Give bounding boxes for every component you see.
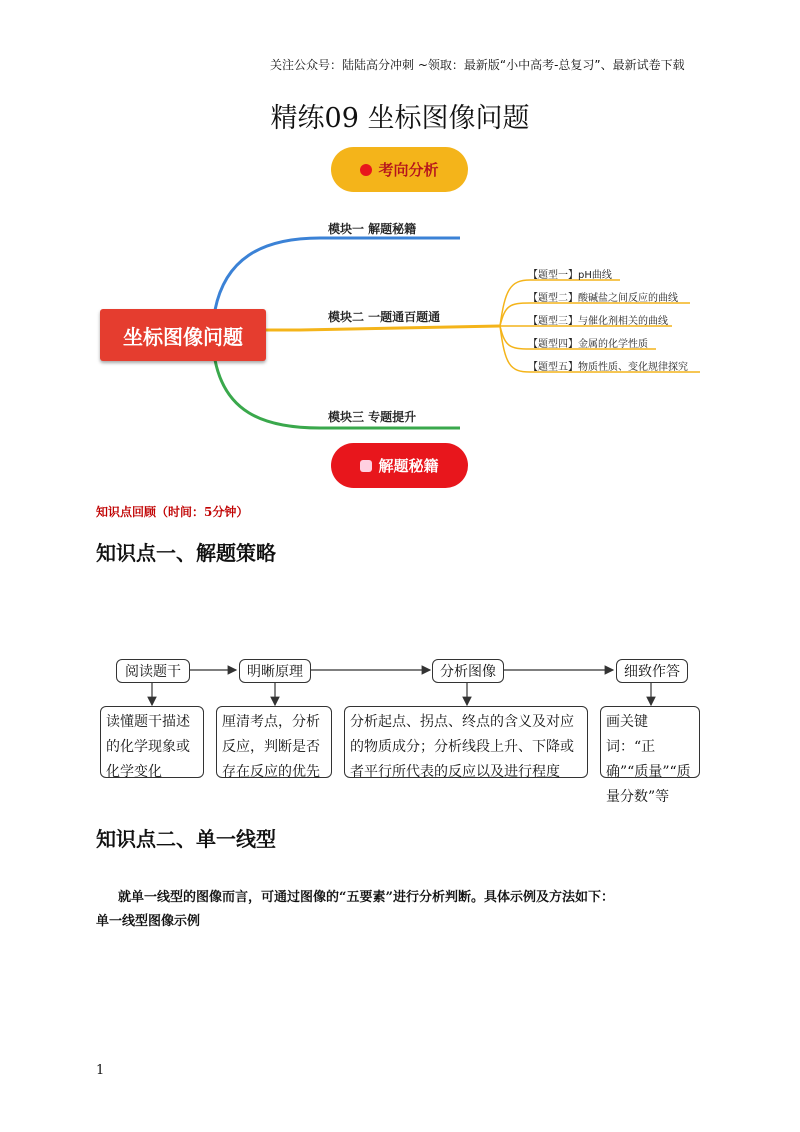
flow-detail-1: 读懂题干描述的化学现象或化学变化 <box>100 706 204 778</box>
book-icon <box>360 460 372 472</box>
flow-detail-4: 画关键词：“正确”“质量”“质量分数”等 <box>600 706 700 778</box>
pill-secrets-label: 解题秘籍 <box>378 457 439 475</box>
kp2-subtitle: 单一线型图像示例 <box>96 914 201 929</box>
pill-analysis-label: 考向分析 <box>378 161 439 179</box>
branch-label-3: 模块三 专题提升 <box>328 410 417 424</box>
mindmap-connectors <box>0 0 800 520</box>
mindmap-center: 坐标图像问题 <box>100 309 266 361</box>
kp1-title: 知识点一、解题策略 <box>96 541 276 565</box>
pill-analysis <box>331 147 468 192</box>
page-title: 精练09 坐标图像问题 <box>270 103 530 134</box>
kp2-title: 知识点二、单一线型 <box>96 827 276 851</box>
flow-detail-3: 分析起点、拐点、终点的含义及对应的物质成分；分析线段上升、下降或者平行所代表的反应以及进行程度 <box>344 706 588 778</box>
header-note: 关注公众号：陆陆高分冲刺 ~领取：最新版“小中高考-总复习”、最新试卷下载 <box>270 58 685 72</box>
page-number: 1 <box>96 1063 105 1078</box>
flow-step-3: 分析图像 <box>432 659 504 683</box>
flow-step-4: 细致作答 <box>616 659 688 683</box>
flow-step-1: 阅读题干 <box>116 659 190 683</box>
section-note: 知识点回顾（时间：5分钟） <box>96 505 249 519</box>
type-label-3: 【题型三】与催化剂相关的曲线 <box>528 316 668 327</box>
branch-label-2: 模块二 一题通百题通 <box>328 310 441 324</box>
type-label-4: 【题型四】金属的化学性质 <box>528 339 648 350</box>
kp2-paragraph: 就单一线型的图像而言，可通过图像的“五要素”进行分析判断。具体示例及方法如下： <box>118 890 614 905</box>
type-label-1: 【题型一】pH曲线 <box>528 270 612 281</box>
flame-icon <box>360 164 372 176</box>
flow-detail-2: 厘清考点，分析反应，判断是否存在反应的优先 <box>216 706 332 778</box>
pill-secrets <box>331 443 468 488</box>
flow-step-2: 明晰原理 <box>239 659 311 683</box>
type-label-5: 【题型五】物质性质、变化规律探究 <box>528 362 688 373</box>
type-label-2: 【题型二】酸碱盐之间反应的曲线 <box>528 293 678 304</box>
branch-line-1 <box>215 238 460 310</box>
branch-label-1: 模块一 解题秘籍 <box>328 222 417 236</box>
branch-line-2 <box>266 326 500 330</box>
